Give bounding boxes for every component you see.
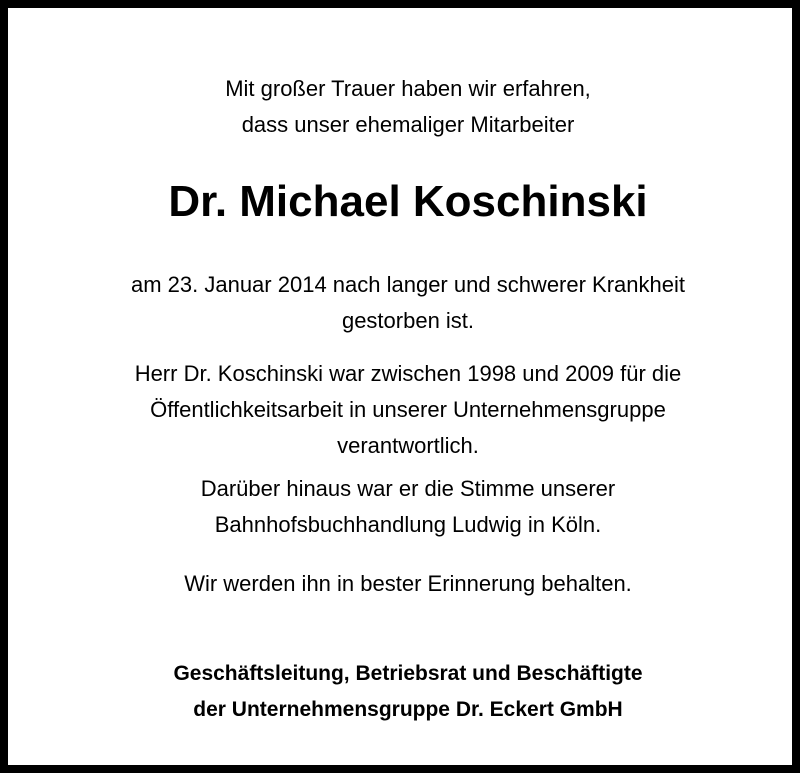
career-line-1: Herr Dr. Koschinski war zwischen 1998 und 2009 für die xyxy=(134,361,682,386)
deceased-name: Dr. Michael Koschinski xyxy=(168,177,648,226)
career-line-2: Öffentlichkeitsarbeit in unserer Unternehmensgruppe xyxy=(150,397,666,422)
death-notice-line-2: gestorben ist. xyxy=(341,308,475,333)
remembrance-line: Wir werden ihn in bester Erinnerung behalten. xyxy=(184,571,632,596)
career-line-3: verantwortlich. xyxy=(337,433,479,458)
intro-line-1: Mit großer Trauer haben wir erfahren, xyxy=(225,76,591,101)
death-notice-line-1: am 23. Januar 2014 nach langer und schwerer Krankheit xyxy=(130,272,685,297)
signature-line-1: Geschäftsleitung, Betriebsrat und Beschäftigte xyxy=(173,662,643,685)
voice-line-2: Bahnhofsbuchhandlung Ludwig in Köln. xyxy=(214,512,602,537)
intro-line-2: dass unser ehemaliger Mitarbeiter xyxy=(241,112,575,137)
voice-line-1: Darüber hinaus war er die Stimme unserer xyxy=(200,476,616,501)
signature-line-2: der Unternehmensgruppe Dr. Eckert GmbH xyxy=(193,698,623,721)
